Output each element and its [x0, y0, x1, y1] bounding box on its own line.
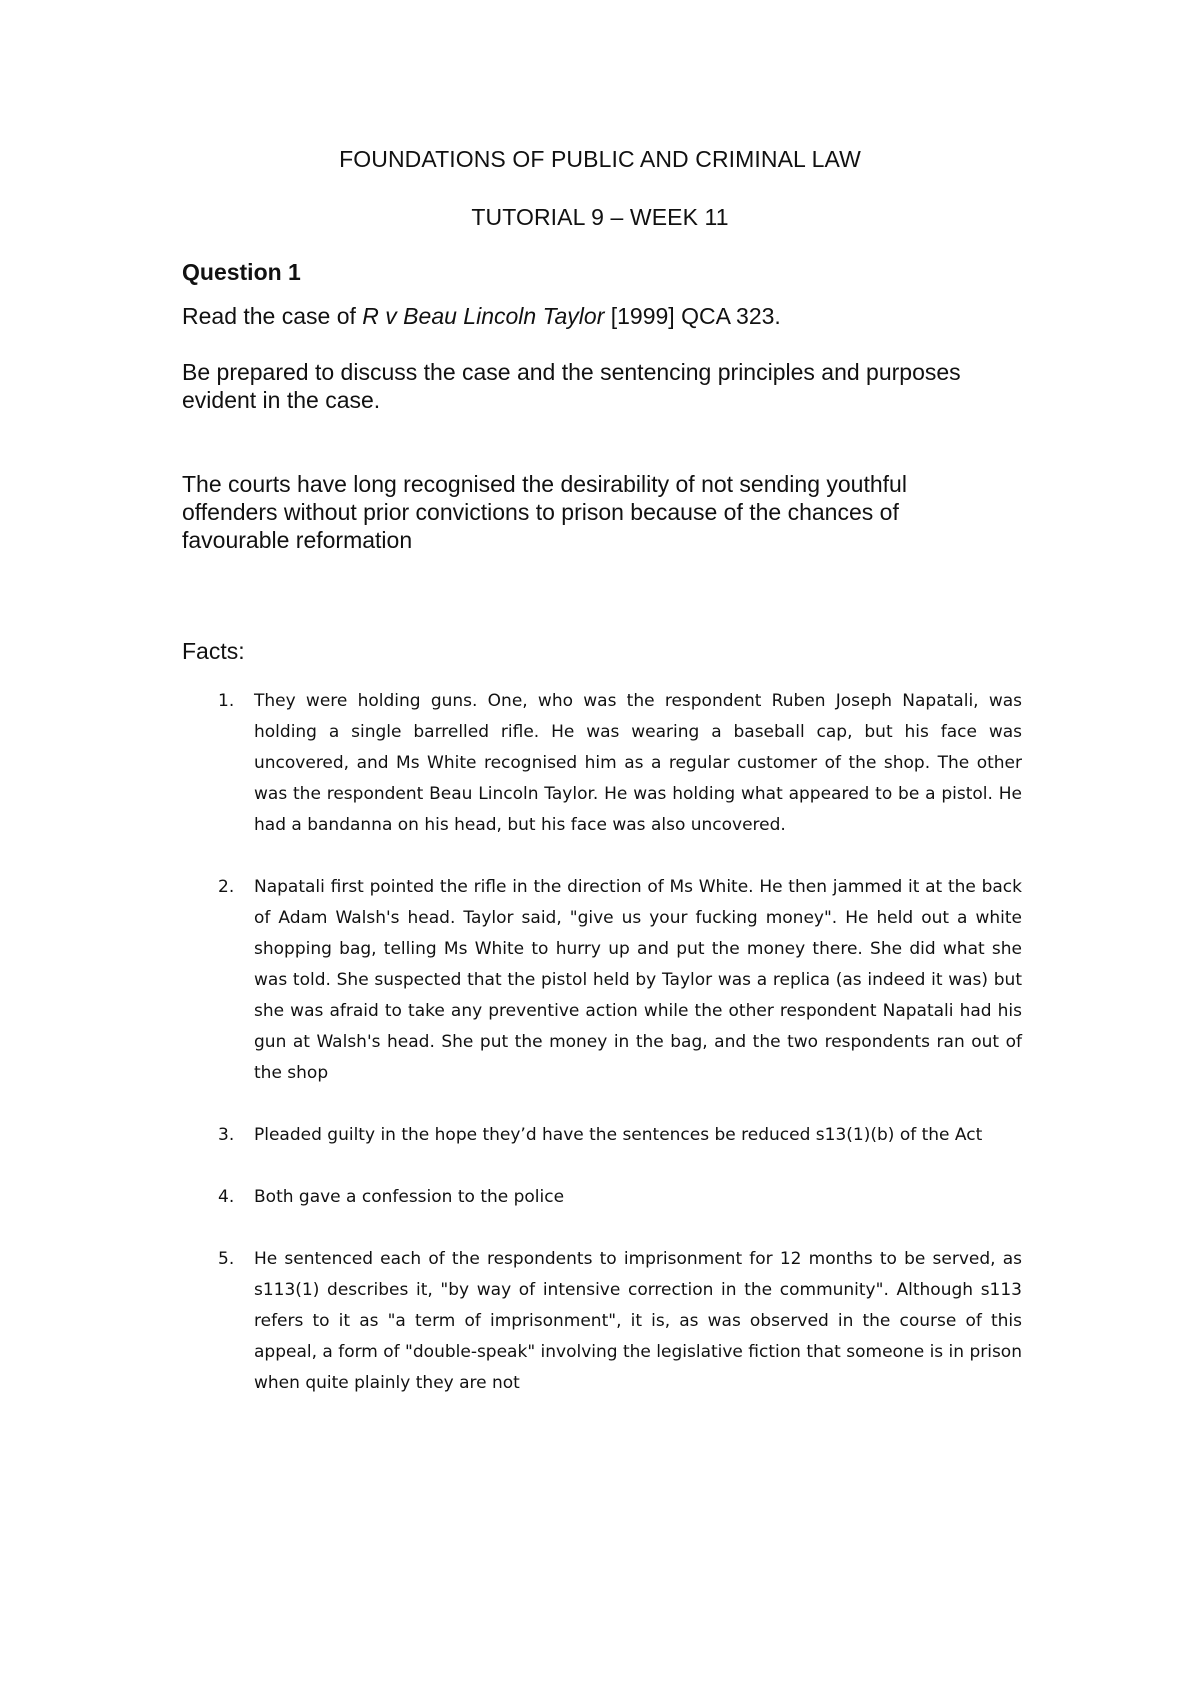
document-title: FOUNDATIONS OF PUBLIC AND CRIMINAL LAW — [339, 146, 861, 172]
fact-item-2 — [182, 872, 1022, 1089]
fact-text: Pleaded guilty in the hope they’d have the sentences be reduced s13(1)(b) of the Act — [254, 1125, 983, 1145]
fact-number: 3. — [218, 1125, 235, 1145]
question-heading: Question 1 — [182, 259, 301, 285]
fact-text: They were holding guns. One, who was the respondent Ruben Joseph Napatali, was holding a single barrelled rifle. He was wearing a baseball cap, but his face was uncovered, and Ms White recognised him as a regular customer of the shop. The other was the respondent Beau Lincoln Taylor. He was holding what appeared to be a pistol. He had a bandanna on his head, but his face was also uncovered. — [254, 691, 1022, 835]
facts-label: Facts: — [182, 638, 245, 664]
fact-item-5 — [182, 1244, 1022, 1399]
facts-list — [182, 686, 1022, 1399]
read-case-instruction — [182, 302, 1042, 330]
fact-text: Both gave a confession to the police — [254, 1187, 565, 1207]
fact-item-3 — [182, 1120, 1022, 1151]
fact-number: 1. — [218, 691, 235, 711]
prepare-instruction: Be prepared to discuss the case and the sentencing principles and purposes evident in the case. — [182, 359, 961, 413]
case-citation: [1999] QCA 323. — [604, 303, 781, 329]
fact-text: Napatali first pointed the rifle in the direction of Ms White. He then jammed it at the back of Adam Walsh's head. Taylor said, "give us your fucking money". He held out a white shopping bag, telling Ms White to hurry up and put the money there. She did what she was told. She suspected that the pistol held by Taylor was a replica (as indeed it was) but she was afraid to take any preventive action while the other respondent Napatali had his gun at Walsh's head. She put the money in the bag, and the two respondents ran out of the shop — [254, 877, 1022, 1083]
fact-item-1 — [182, 686, 1022, 841]
case-name: R v Beau Lincoln Taylor — [362, 303, 605, 329]
fact-number: 4. — [218, 1187, 235, 1207]
fact-number: 5. — [218, 1249, 235, 1269]
fact-text: He sentenced each of the respondents to imprisonment for 12 months to be served, as s113(1) describes it, "by way of intensive correction in the community". Although s113 refers to it as "a term of imprisonment", it is, as was observed in the course of this appeal, a form of "double-speak" involving the legislative fiction that someone is in prison when quite plainly they are not — [254, 1249, 1022, 1393]
read-case-prefix: Read the case of — [182, 303, 363, 329]
document-subtitle: TUTORIAL 9 – WEEK 11 — [471, 204, 729, 230]
courts-note: The courts have long recognised the desirability of not sending youthful offenders without prior convictions to prison because of the chances of favourable reformation — [182, 471, 907, 553]
fact-item-4 — [182, 1182, 1022, 1213]
fact-number: 2. — [218, 877, 235, 897]
